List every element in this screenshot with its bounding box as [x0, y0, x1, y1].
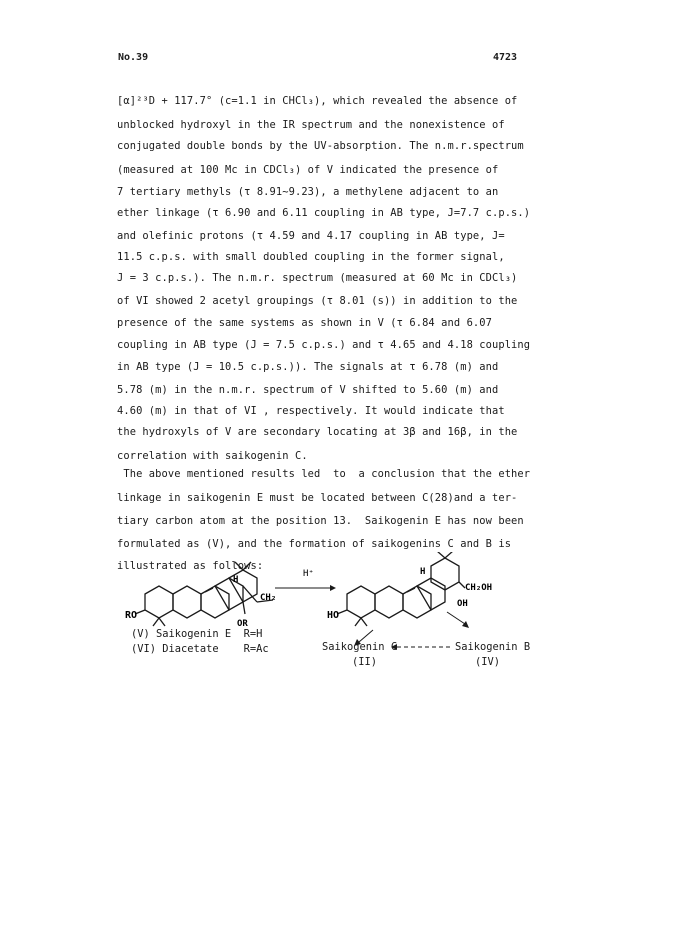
text-line: 5.78 (m) in the n.m.r. spectrum of V shifted to 5.60 (m) and — [117, 384, 499, 396]
text-line: ether linkage (τ 6.90 and 6.11 coupling in AB type, J=7.7 c.p.s.) — [117, 207, 531, 219]
label-compound-v: (V) Saikogenin E R=H — [131, 628, 263, 640]
journal-issue: No.39 — [118, 52, 149, 63]
left-h-label: H — [233, 575, 239, 585]
text-line: the hydroxyls of V are secondary locating at 3β and 16β, in the — [117, 426, 518, 438]
text-line: illustrated as follows: — [117, 560, 264, 572]
text-line: 7 tertiary methyls (τ 8.91~9.23), a methylene adjacent to an — [117, 186, 499, 198]
text-line: conjugated double bonds by the UV-absorption. The n.m.r.spectrum — [117, 140, 524, 152]
arrow-to-b — [447, 612, 465, 624]
text-line: [α]²³D + 117.7° (c=1.1 in CHCl₃), which revealed the absence of — [117, 95, 518, 107]
text-line: coupling in AB type (J = 7.5 c.p.s.) and τ 4.65 and 4.18 coupling — [117, 339, 531, 351]
reagent-label: H⁺ — [303, 569, 314, 579]
text-line: tiary carbon atom at the position 13. Saikogenin E has now been — [117, 515, 524, 527]
left-ch2-label: CH₂ — [260, 593, 277, 603]
text-line: of VI showed 2 acetyl groupings (τ 8.01 (s)) in addition to the — [117, 295, 518, 307]
text-line: 4.60 (m) in that of VI , respectively. It would indicate that — [117, 405, 505, 417]
label-compound-vi: (VI) Diacetate R=Ac — [131, 643, 269, 655]
left-or-label: OR — [237, 619, 248, 629]
label-saikogenin-c: Saikogenin C — [322, 641, 398, 653]
text-line: 11.5 c.p.s. with small doubled coupling in the former signal, — [117, 251, 505, 263]
text-line: linkage in saikogenin E must be located between C(28)and a ter- — [117, 492, 518, 504]
label-compound-iv: (IV) — [475, 656, 501, 668]
text-line: presence of the same systems as shown in V (τ 6.84 and 6.07 — [117, 317, 492, 329]
text-line: (measured at 100 Mc in CDCl₃) of V indicated the presence of — [117, 164, 499, 176]
text-line: correlation with saikogenin C. — [117, 450, 308, 462]
text-line: J = 3 c.p.s.). The n.m.r. spectrum (measured at 60 Mc in CDCl₃) — [117, 272, 518, 284]
text-line: unblocked hydroxyl in the IR spectrum and the nonexistence of — [117, 119, 505, 131]
right-h-label: H — [420, 567, 426, 577]
text-line: The above mentioned results led to a conclusion that the ether — [117, 468, 531, 480]
structure-intermediate — [337, 552, 465, 626]
label-compound-ii: (II) — [352, 656, 378, 668]
text-line: in AB type (J = 10.5 c.p.s.)). The signals at τ 6.78 (m) and — [117, 361, 499, 373]
right-ho-label: HO — [327, 610, 340, 621]
label-saikogenin-b: Saikogenin B — [455, 641, 531, 653]
right-ch2oh-label: CH₂OH — [465, 583, 493, 593]
text-line: and olefinic protons (τ 4.59 and 4.17 coupling in AB type, J= — [117, 230, 505, 242]
page-number: 4723 — [493, 52, 518, 63]
right-oh-label: OH — [457, 599, 468, 609]
text-line: formulated as (V), and the formation of saikogenins C and B is — [117, 538, 512, 550]
left-ro-label: RO — [125, 610, 138, 621]
structure-saikogenin-e — [135, 562, 273, 626]
